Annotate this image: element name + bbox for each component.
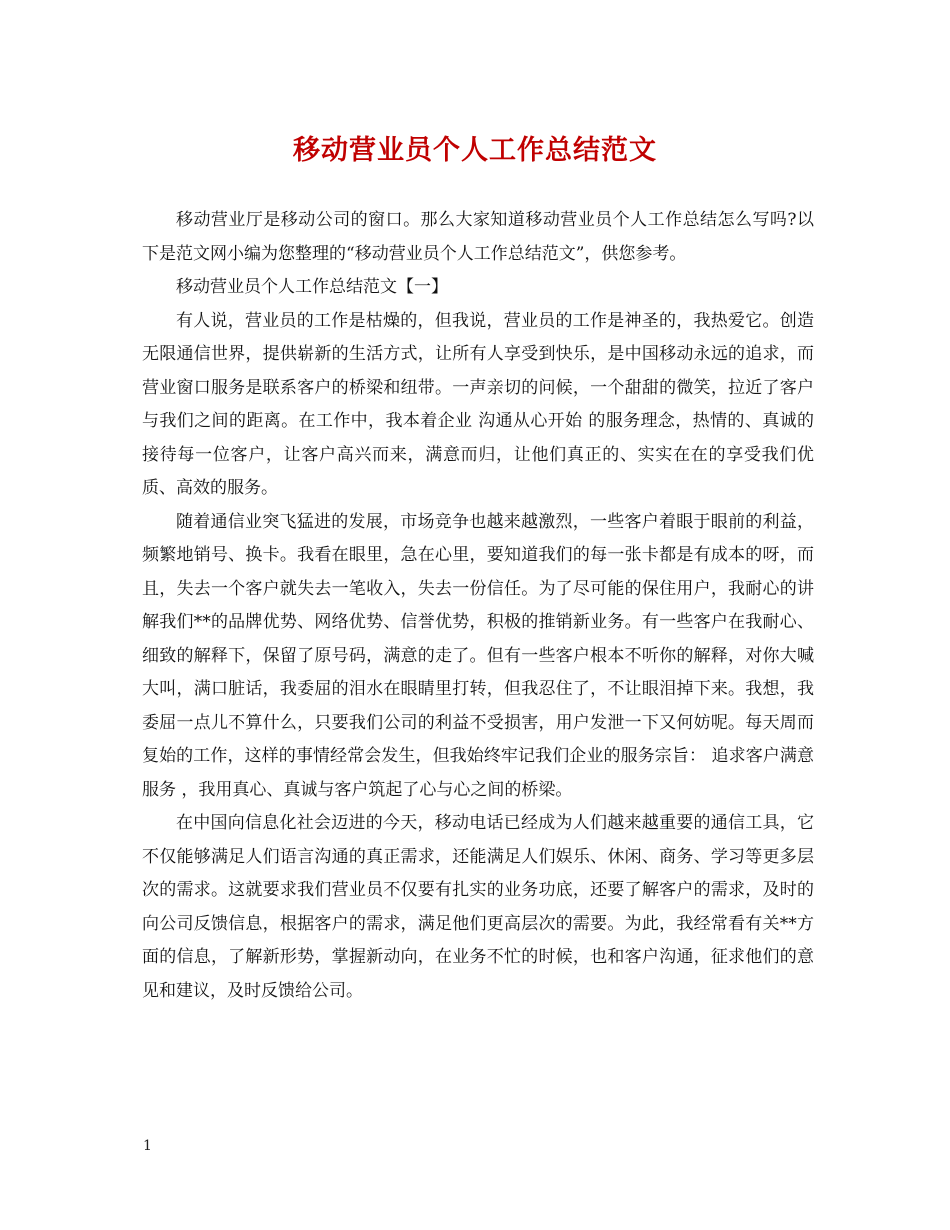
body-paragraph: 随着通信业突飞猛进的发展，市场竞争也越来越激烈，一些客户着眼于眼前的利益，频繁地销号、换卡。我看在眼里，急在心里，要知道我们的每一张卡都是有成本的呀，而且，失去一个客户就失去一笔收入，失去一份信任。为了尽可能的保住用户，我耐心的讲解我们**的品牌优势、网络优势、信誉优势，积极的推销新业务。有一些客户在我耐心、细致的解释下，保留了原号码，满意的走了。但有一些客户根本不听你的解释，对你大喊大叫，满口脏话，我委屈的泪水在眼睛里打转，但我忍住了，不让眼泪掉下来。我想，我委屈一点儿不算什么，只要我们公司的利益不受损害，用户发泄一下又何妨呢。每天周而复始的工作，这样的事情经常会发生，但我始终牢记我们企业的服务宗旨： 追求客户满意服务 ，我用真心、真诚与客户筑起了心与心之间的桥梁。 [142, 511, 814, 800]
intro-paragraph: 移动营业厅是移动公司的窗口。那么大家知道移动营业员个人工作总结怎么写吗?以下是范文网小编为您整理的“移动营业员个人工作总结范文”，供您参考。 [142, 210, 814, 264]
document-title: 移动营业员个人工作总结范文 [293, 135, 657, 166]
page-number: 1 [143, 1138, 152, 1154]
section-heading: 移动营业员个人工作总结范文【一】 [176, 277, 448, 297]
body-paragraph: 有人说，营业员的工作是枯燥的，但我说，营业员的工作是神圣的，我热爱它。创造无限通信世界，提供崭新的生活方式，让所有人享受到快乐，是中国移动永远的追求，而营业窗口服务是联系客户的桥梁和纽带。一声亲切的问候，一个甜甜的微笑，拉近了客户与我们之间的距离。在工作中，我本着企业 沟通从心开始 的服务理念，热情的、真诚的接待每一位客户，让客户高兴而来，满意而归，让他们真正的、实实在在的享受我们优质、高效的服务。 [142, 310, 814, 498]
body-paragraph: 在中国向信息化社会迈进的今天，移动电话已经成为人们越来越重要的通信工具，它不仅能够满足人们语言沟通的真正需求，还能满足人们娱乐、休闲、商务、学习等更多层次的需求。这就要求我们营业员不仅要有扎实的业务功底，还要了解客户的需求，及时的向公司反馈信息，根据客户的需求，满足他们更高层次的需要。为此，我经常看有关**方面的信息，了解新形势，掌握新动向，在业务不忙的时候，也和客户沟通，征求他们的意见和建议，及时反馈给公司。 [142, 813, 814, 1001]
document-body [142, 204, 814, 1008]
